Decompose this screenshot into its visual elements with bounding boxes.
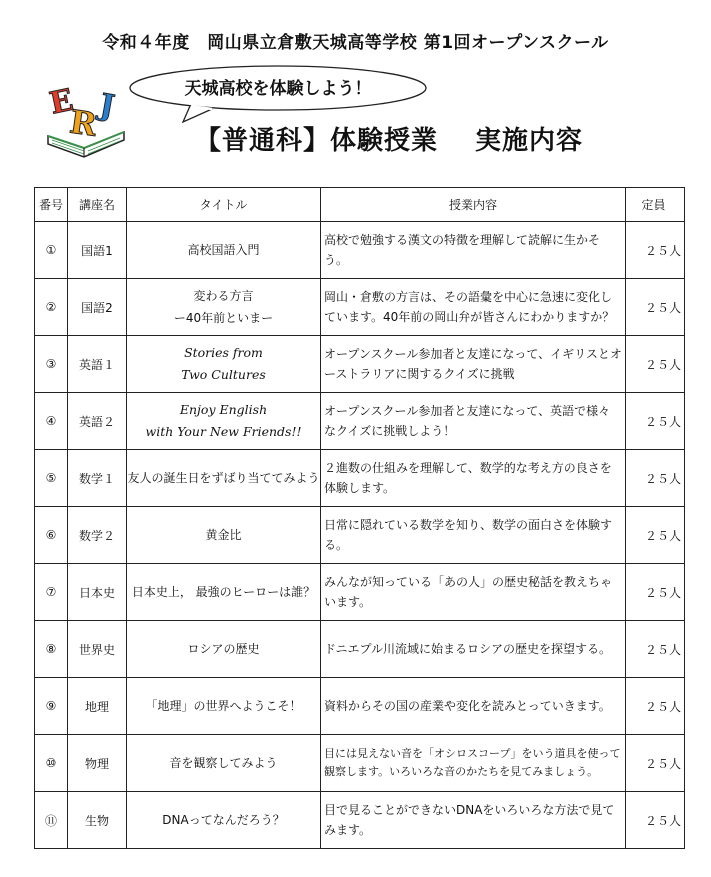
table-row: [35, 678, 685, 735]
course-name: 地理: [68, 678, 127, 735]
page-title: 【普通科】体験授業 実施内容: [195, 126, 584, 156]
table-row: [35, 279, 685, 336]
course-capacity: ２５人: [626, 393, 685, 450]
column-header-number: 番号: [35, 188, 68, 222]
column-header-course: 講座名: [68, 188, 127, 222]
course-title-line: Enjoy English: [179, 402, 268, 417]
course-capacity: ２５人: [626, 678, 685, 735]
course-content: 日常に隠れている数学を知り、数学の面白さを体験する。: [321, 507, 626, 564]
erj-book-logo-icon: [40, 78, 130, 160]
course-capacity: ２５人: [626, 507, 685, 564]
course-name: 英語２: [68, 393, 127, 450]
course-title: [127, 735, 321, 792]
svg-text:J: J: [97, 87, 118, 125]
table-row: [35, 621, 685, 678]
course-content: 岡山・倉敷の方言は、その語彙を中心に急速に変化しています。40年前の岡山弁が皆さんにわかりますか？: [321, 279, 626, 336]
course-title: [127, 393, 321, 450]
row-number: ⑧: [35, 621, 68, 678]
course-title: [127, 222, 321, 279]
column-header-content: 授業内容: [321, 188, 626, 222]
course-capacity: ２５人: [626, 336, 685, 393]
table-row: [35, 564, 685, 621]
row-number: ⑥: [35, 507, 68, 564]
table-header-row: [35, 188, 685, 222]
course-title-line: 黄金比: [205, 528, 242, 542]
course-title-line: ー40年前といまー: [173, 311, 274, 325]
course-name: 国語1: [68, 222, 127, 279]
table-row: [35, 735, 685, 792]
course-content: オープンスクール参加者と友達になって、イギリスとオーストラリアに関するクイズに挑戦: [321, 336, 626, 393]
course-name: 国語2: [68, 279, 127, 336]
course-name: 数学１: [68, 450, 127, 507]
table-body: [35, 222, 685, 849]
course-title: [127, 450, 321, 507]
svg-text:E: E: [46, 82, 77, 122]
course-name: 世界史: [68, 621, 127, 678]
course-title-line: 音を観察してみよう: [169, 756, 278, 770]
course-name: 物理: [68, 735, 127, 792]
course-content: 目で見ることができないDNAをいろいろな方法で見てみます。: [321, 792, 626, 849]
logo-letter-r: [67, 103, 99, 144]
course-capacity: ２５人: [626, 279, 685, 336]
course-title-line: 「地理」の世界へようこそ！: [145, 699, 302, 713]
course-title-line: 友人の誕生日をずばり当ててみよう: [127, 471, 320, 485]
svg-text:R: R: [67, 102, 99, 144]
course-title-line: 変わる方言: [193, 289, 254, 303]
course-content: 資料からその国の産業や変化を読みとっていきます。: [321, 678, 626, 735]
course-title-line: 日本史上， 最強のヒーローは誰？: [131, 585, 316, 599]
column-header-title: タイトル: [127, 188, 321, 222]
course-title: [127, 564, 321, 621]
course-name: 数学２: [68, 507, 127, 564]
course-title: [127, 792, 321, 849]
course-content: オープンスクール参加者と友達になって、英語で様々なクイズに挑戦しよう！: [321, 393, 626, 450]
table-row: [35, 393, 685, 450]
course-content: ２進数の仕組みを理解して、数学的な考え方の良さを体験します。: [321, 450, 626, 507]
course-content: みんなが知っている「あの人」の歴史秘話を教えちゃいます。: [321, 564, 626, 621]
bubble-text: 天城高校を体験しよう！: [184, 79, 372, 99]
course-title: [127, 621, 321, 678]
course-title: [127, 678, 321, 735]
course-title: [127, 507, 321, 564]
course-title: [127, 279, 321, 336]
course-capacity: ２５人: [626, 735, 685, 792]
table-row: [35, 336, 685, 393]
row-number: ④: [35, 393, 68, 450]
course-capacity: ２５人: [626, 792, 685, 849]
course-title-line: ロシアの歴史: [187, 642, 260, 656]
row-number: ①: [35, 222, 68, 279]
row-number: ⑪: [35, 792, 68, 849]
course-name: 日本史: [68, 564, 127, 621]
course-title-line: DNAってなんだろう？: [162, 813, 285, 827]
course-title-line: Stories from: [184, 345, 263, 360]
table-row: [35, 507, 685, 564]
course-capacity: ２５人: [626, 564, 685, 621]
column-header-capacity: 定員: [626, 188, 685, 222]
row-number: ②: [35, 279, 68, 336]
document-header: 令和４年度 岡山県立倉敷天城高等学校 第1回オープンスクール: [102, 33, 609, 53]
row-number: ③: [35, 336, 68, 393]
row-number: ⑤: [35, 450, 68, 507]
course-capacity: ２５人: [626, 222, 685, 279]
row-number: ⑦: [35, 564, 68, 621]
course-name: 英語１: [68, 336, 127, 393]
table-row: [35, 450, 685, 507]
course-capacity: ２５人: [626, 450, 685, 507]
speech-bubble: [128, 64, 438, 124]
course-capacity: ２５人: [626, 621, 685, 678]
course-title: [127, 336, 321, 393]
course-name: 生物: [68, 792, 127, 849]
table-row: [35, 792, 685, 849]
row-number: ⑩: [35, 735, 68, 792]
course-content: 目には見えない音を「オシロスコープ」をいう道具を使って観察します。いろいろな音のかたちを見てみましょう。: [321, 735, 626, 792]
course-title-line: with Your New Friends!!: [145, 424, 302, 439]
course-title-line: Two Cultures: [181, 367, 266, 382]
table-row: [35, 222, 685, 279]
course-content: 高校で勉強する漢文の特徴を理解して読解に生かそう。: [321, 222, 626, 279]
course-content: ドニエプル川流域に始まるロシアの歴史を探望する。: [321, 621, 626, 678]
course-table: [34, 187, 685, 849]
row-number: ⑨: [35, 678, 68, 735]
course-title-line: 高校国語入門: [187, 243, 260, 257]
